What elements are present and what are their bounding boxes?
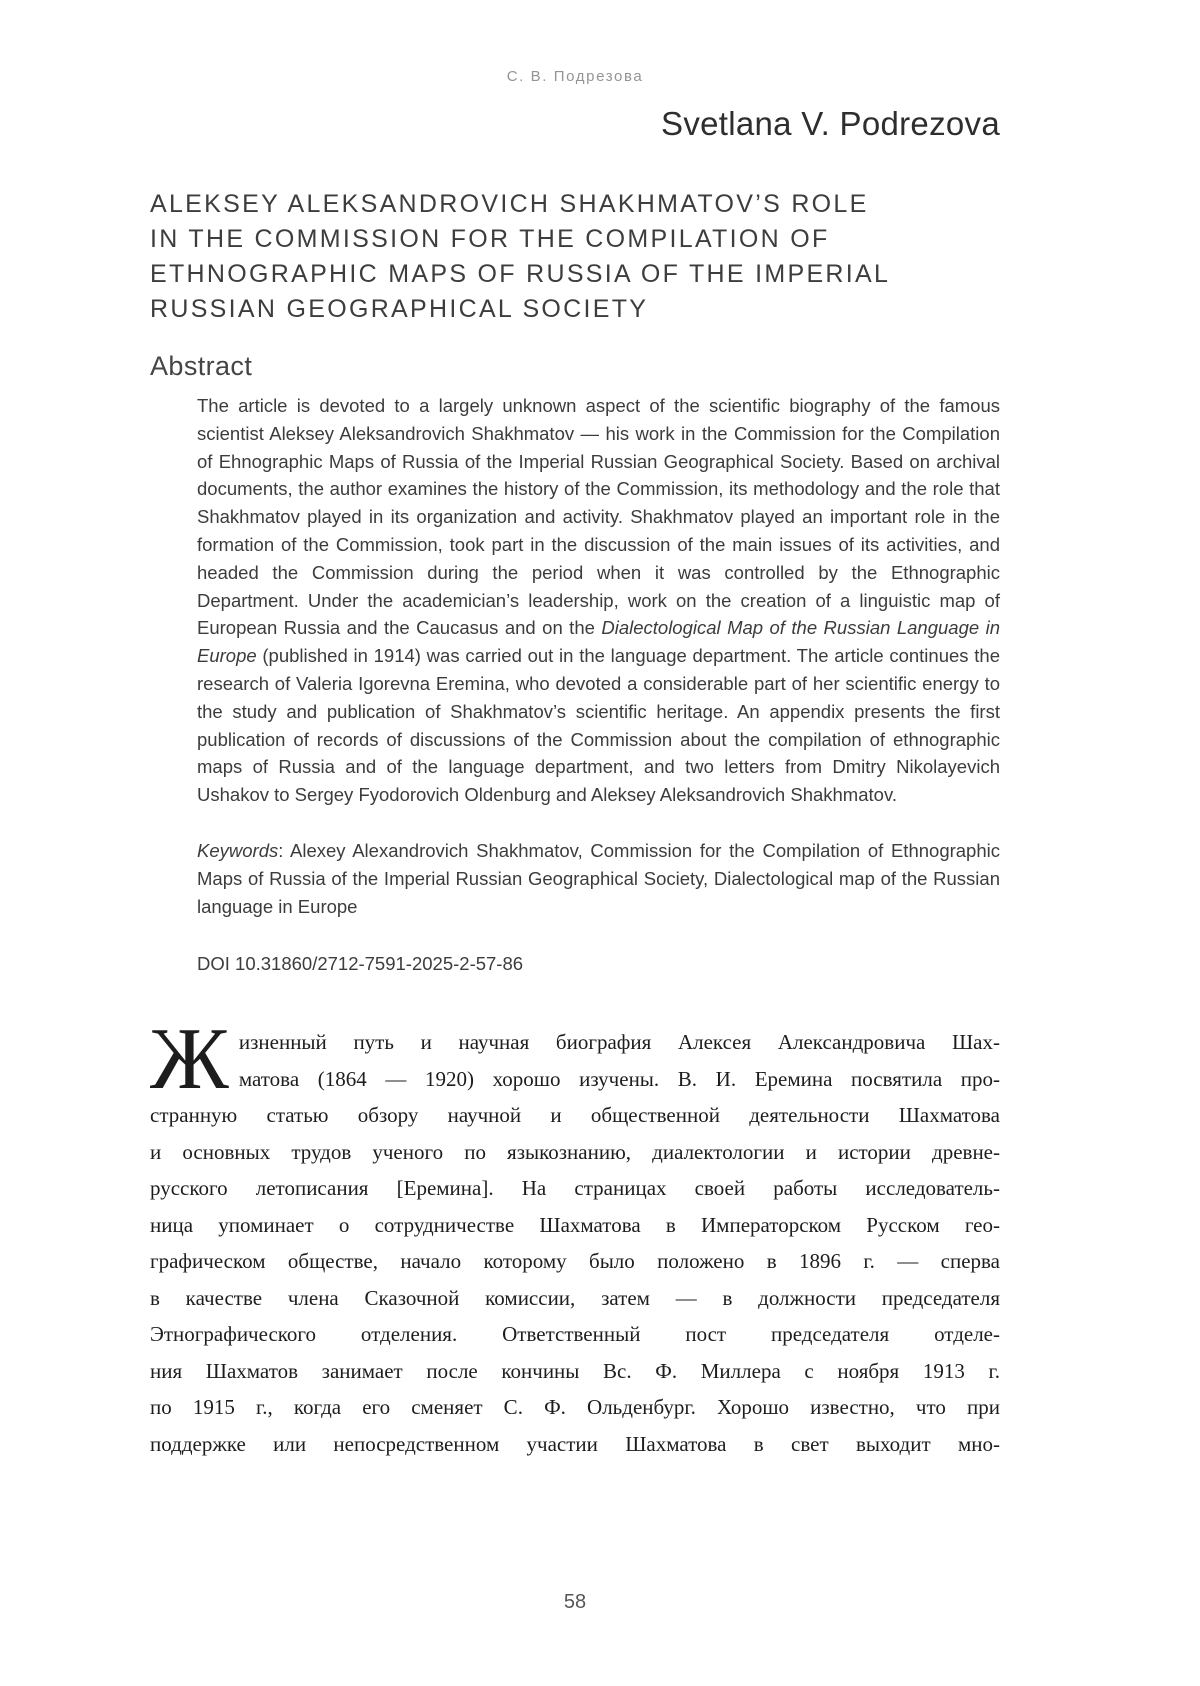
text-line: ETHNOGRAPHIC MAPS OF RUSSIA OF THE IMPERIAL: [150, 260, 891, 288]
text-line: странную статью обзору научной и общественной деятельности Шахматова: [150, 1103, 1000, 1128]
text-line: матова (1864 — 1920) хорошо изучены. В. И. Еремина посвятила про-: [238, 1066, 1000, 1091]
content-column: [150, 0, 1000, 1462]
text-line: в качестве члена Сказочной комиссии, затем — в должности председателя: [150, 1285, 1000, 1310]
text-line: изненный путь и научная биография Алексея Александровича Шах-: [238, 1030, 1000, 1055]
text-line: RUSSIAN GEOGRAPHICAL SOCIETY: [150, 295, 649, 323]
abstract-text: [197, 392, 1000, 809]
drop-cap: Ж: [150, 1011, 229, 1109]
text-line: графическом обществе, начало которому было положено в 1896 г. — сперва: [150, 1249, 1000, 1274]
abstract-part1: The article is devoted to a largely unknown aspect of the scientific biography of the famous scientist Aleksey Aleksandrovich Shakhmatov — his work in the Commission for the Compilation of Ehnographic Maps of Russia of the Imperial Russian Geographical Society. Based on archival documents, the author examines the history of the Commission, its methodology and the role that Shakhmatov played in its organization and activity. Shakhmatov played an important role in the formation of the Commission, took part in the discussion of the main issues of its activities, and headed the Commission during the period when it was controlled by the Ethnographic Department. Under the academician’s leadership, work on the creation of a linguistic map of European Russia and the Caucasus and on the: [197, 395, 1000, 639]
text-line: по 1915 г., когда его сменяет С. Ф. Ольденбург. Хорошо известно, что при: [150, 1395, 1000, 1420]
text-line: ница упоминает о сотрудничестве Шахматова в Императорском Русском гео-: [150, 1212, 1000, 1237]
keywords-text: : Alexey Alexandrovich Shakhmatov, Commission for the Compilation of Ethnographic Maps of Russia of the Imperial Russian Geographical Society, Dialectological map of the Russian language in Europe: [197, 839, 1000, 917]
keywords-paragraph: [197, 837, 1000, 920]
text-line: IN THE COMMISSION FOR THE COMPILATION OF: [150, 225, 830, 253]
doi: DOI 10.31860/2712-7591-2025-2-57-86: [197, 953, 524, 975]
running-head: С. В. Подрезова: [506, 68, 644, 85]
author-name: Svetlana V. Podrezova: [661, 105, 1000, 142]
text-line: ния Шахматов занимает после кончины Вс. Ф. Миллера с ноября 1913 г.: [150, 1358, 1000, 1383]
abstract-part2: (published in 1914) was carried out in the language department. The article continues the research of Valeria Igorevna Eremina, who devoted a considerable part of her scientific energy to the study and publication of Shakhmatov’s scientific heritage. An appendix presents the first publication of records of discussions of the Commission about the compilation of ethnographic maps of Russia and of the language department, and two letters from Dmitry Nikolayevich Ushakov to Sergey Fyodorovich Oldenburg and Aleksey Aleksandrovich Shakhmatov.: [197, 645, 1000, 806]
abstract-heading: Abstract: [150, 351, 253, 381]
text-line: русского летописания [Еремина]. На страницах своей работы исследователь-: [150, 1176, 1000, 1201]
text-line: ALEKSEY ALEKSANDROVICH SHAKHMATOV’S ROLE: [150, 190, 869, 218]
text-line: Этнографического отделения. Ответственный пост председателя отделе-: [150, 1322, 1000, 1347]
keywords-label: Keywords: [197, 839, 279, 861]
text-line: поддержке или непосредственном участии Шахматова в свет выходит мно-: [150, 1431, 1000, 1456]
page-number: 58: [563, 1591, 587, 1613]
text-line: и основных трудов ученого по языкознанию, диалектологии и истории древне-: [150, 1139, 1000, 1164]
article-title: [150, 187, 1000, 327]
body-lines: [150, 1011, 1000, 1462]
abstract-italic-title: Dialectological Map of the Russian Language in Europe: [197, 617, 1000, 667]
body-paragraph: [150, 1011, 1000, 1462]
